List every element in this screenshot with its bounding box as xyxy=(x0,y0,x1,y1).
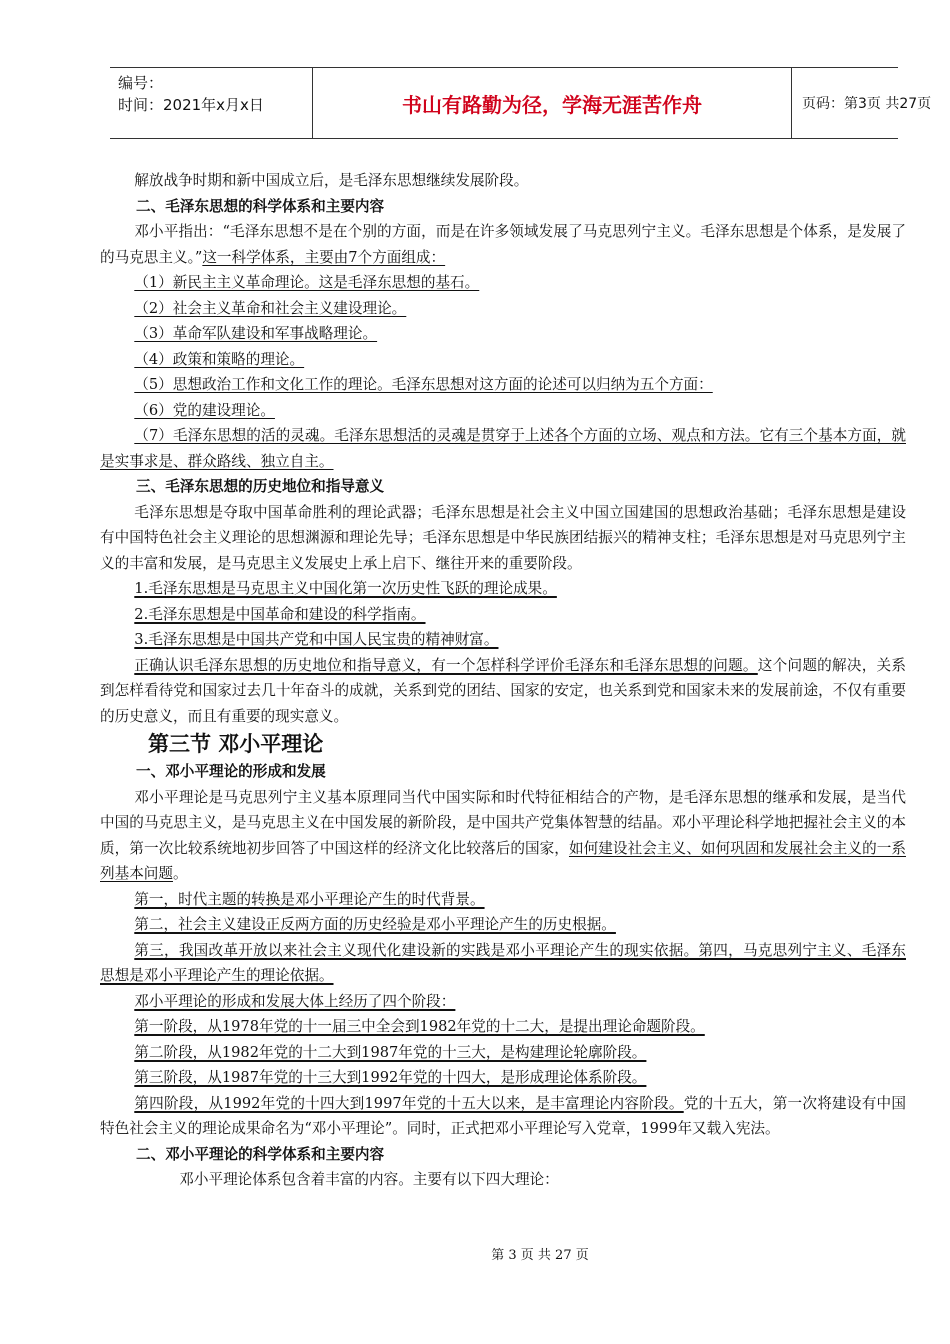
list-item xyxy=(100,296,906,322)
underlined-text: （4）政策和策略的理论。 xyxy=(134,350,305,368)
list-item xyxy=(100,372,906,398)
text-span: 党的十五大，第一次将建设有中国特色社会主义的理论成果命名为“邓小平理论”。同时，正式把邓小平理论写入党章，1999年又载入宪法。 xyxy=(100,1094,906,1137)
text-span: 。 xyxy=(172,865,188,882)
list-item xyxy=(100,887,906,913)
date-label: 时间：2021年x月x日 xyxy=(118,96,264,114)
underlined-text: 2.毛泽东思想是中国革命和建设的科学指南。 xyxy=(134,605,426,623)
underlined-text: （1）新民主主义革命理论。这是毛泽东思想的基石。 xyxy=(134,274,480,291)
underlined-text: 正确认识毛泽东思想的历史地位和指导意义，有一个怎样科学评价毛泽东和毛泽东思想的问题。 xyxy=(134,656,758,674)
list-item xyxy=(100,1065,906,1091)
list-item xyxy=(100,347,906,373)
header-motto: 书山有路勤为径，学海无涯苦作舟 xyxy=(312,68,792,138)
list-item xyxy=(100,321,906,347)
underlined-text: 如何建设社会主义、如何巩固和发展社会主义的一系列基本问题 xyxy=(100,839,906,882)
underlined-text: （2）社会主义革命和社会主义建设理论。 xyxy=(134,299,407,317)
underlined-text: 第二阶段，从1982年党的十二大到1987年党的十三大，是构建理论轮廓阶段。 xyxy=(134,1043,647,1061)
header-page-label: 页码：第3页 共27页 xyxy=(802,96,932,112)
text-span: 这个问题的解决，关系到怎样看待党和国家过去几十年奋斗的成就，关系到党的团结、国家的安定，也关系到党和国家未来的发展前途，不仅有重要的历史意义，而且有重要的现实意义。 xyxy=(100,656,906,725)
list-item xyxy=(100,576,906,602)
page-footer: 第 3 页 共 27 页 xyxy=(491,1248,589,1263)
list-item xyxy=(100,989,906,1015)
paragraph xyxy=(100,1091,906,1142)
list-item xyxy=(100,270,906,296)
paragraph xyxy=(100,219,906,270)
underlined-text: 3.毛泽东思想是中国共产党和中国人民宝贵的精神财富。 xyxy=(134,631,499,648)
number-label: 编号： xyxy=(118,74,164,92)
underlined-text: 第三，我国改革开放以来社会主义现代化建设新的实践是邓小平理论产生的现实依据。第四，马克思列宁主义、毛泽东思想是邓小平理论产生的理论依据。 xyxy=(100,941,906,984)
list-item xyxy=(100,938,906,989)
underlined-text: 第一阶段，从1978年党的十一届三中全会到1982年党的十二大，是提出理论命题阶段。 xyxy=(134,1018,705,1035)
text-span: 邓小平理论是马克思列宁主义基本原理同当代中国实际和时代特征相结合的产物，是毛泽东思想的继承和发展，是当代中国的马克思主义，是马克思主义在中国发展的新阶段，是中国共产党集体智慧的结晶。邓小平理论科学地把握社会主义的本质，第一次比较系统地初步回答了中国这样的经济文化比较落后的国家， xyxy=(100,788,906,857)
section-heading: 一、邓小平理论的形成和发展 xyxy=(136,763,326,780)
paragraph: 解放战争时期和新中国成立后，是毛泽东思想继续发展阶段。 xyxy=(134,172,529,189)
list-item xyxy=(100,1014,906,1040)
underlined-text: 这一科学体系，主要由7个方面组成： xyxy=(202,248,446,266)
underlined-text: （7）毛泽东思想的活的灵魂。毛泽东思想活的灵魂是贯穿于上述各个方面的立场、观点和方法。它有三个基本方面，就是实事求是、群众路线、独立自主。 xyxy=(100,427,906,470)
underlined-text: 第一，时代主题的转换是邓小平理论产生的时代背景。 xyxy=(134,890,485,908)
underlined-text: （5）思想政治工作和文化工作的理论。毛泽东思想对这方面的论述可以归纳为五个方面： xyxy=(134,376,713,393)
chapter-heading: 第三节 邓小平理论 xyxy=(148,732,324,756)
list-item xyxy=(100,423,906,474)
list-item xyxy=(100,1040,906,1066)
underlined-text: 第三阶段，从1987年党的十三大到1992年党的十四大，是形成理论体系阶段。 xyxy=(134,1069,647,1086)
underlined-text: 第二，社会主义建设正反两方面的历史经验是邓小平理论产生的历史根据。 xyxy=(134,916,616,933)
underlined-text: （3）革命军队建设和军事战略理论。 xyxy=(134,325,378,342)
text-span: 邓小平指出：“毛泽东思想不是在个别的方面，而是在许多领域发展了马克思列宁主义。毛泽东思想是个体系，是发展了的马克思主义。” xyxy=(100,223,906,266)
paragraph: 邓小平理论体系包含着丰富的内容。主要有以下四大理论： xyxy=(179,1171,559,1188)
underlined-text: 第四阶段，从1992年党的十四大到1997年党的十五大以来，是丰富理论内容阶段。 xyxy=(134,1094,684,1112)
paragraph xyxy=(100,785,906,887)
list-item xyxy=(100,602,906,628)
underlined-text: 邓小平理论的形成和发展大体上经历了四个阶段： xyxy=(134,992,456,1010)
paragraph xyxy=(100,653,906,730)
section-heading: 三、毛泽东思想的历史地位和指导意义 xyxy=(136,478,385,495)
list-item xyxy=(100,398,906,424)
list-item xyxy=(100,912,906,938)
section-heading: 二、邓小平理论的科学体系和主要内容 xyxy=(136,1145,385,1163)
header-meta xyxy=(110,68,312,138)
list-item xyxy=(100,627,906,653)
section-heading: 二、毛泽东思想的科学体系和主要内容 xyxy=(136,197,385,215)
underlined-text: （6）党的建设理论。 xyxy=(134,401,275,419)
header-table xyxy=(110,67,932,139)
paragraph: 毛泽东思想是夺取中国革命胜利的理论武器；毛泽东思想是社会主义中国立国建国的思想政治基础；毛泽东思想是建设有中国特色社会主义理论的思想渊源和理论先导；毛泽东思想是中华民族团结振兴的精神支柱；毛泽东思想是对马克思列宁主义的丰富和发展，是马克思主义发展史上承上启下、继往开来的重要阶段。 xyxy=(100,503,906,572)
underlined-text: 1.毛泽东思想是马克思主义中国化第一次历史性飞跃的理论成果。 xyxy=(134,580,557,597)
document-body xyxy=(100,168,906,1193)
